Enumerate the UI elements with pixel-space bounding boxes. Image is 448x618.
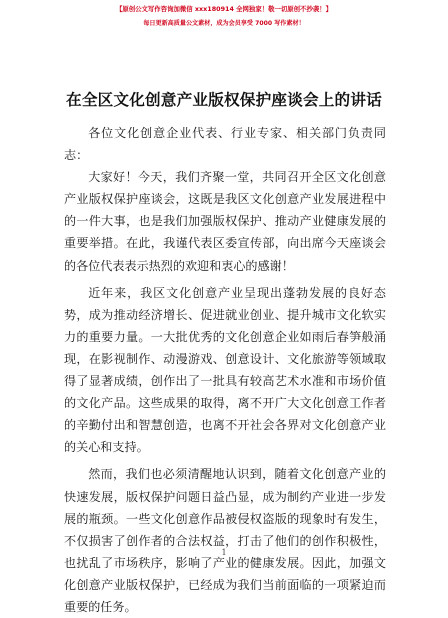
progress-paragraph: 近年来，我区文化创意产业呈现出蓬勃发展的良好态势，成为推动经济增长、促进就业创业、提升城市文化软实力的重要力量。一大批优秀的文化创意企业如雨后春笋般涌现，在影视制作、动漫游戏、创意设计、文化旅游等领域取得了显著成绩，创作出了一批具有较高艺术水准和市场价值的文化产品。这些成果的取得，离不开广大文化创意工作者的辛勤付出和智慧创造，也离不开社会各界对文化创意产业的关心和支持。 — [64, 285, 386, 455]
welcome-paragraph: 大家好！今天，我们齐聚一堂，共同召开全区文化创意产业版权保护座谈会，这既是我区文化创意产业发展进程中的一件大事，也是我们加强版权保护、推动产业健康发展的重要举措。在此，我谨代表区委宣传部，向出席今天座谈会的各位代表表示热烈的欢迎和衷心的感谢！ — [64, 170, 386, 273]
document-title: 在全区文化创意产业版权保护座谈会上的讲话 — [66, 91, 382, 109]
challenge-paragraph: 然而，我们也必须清醒地认识到，随着文化创意产业的快速发展，版权保护问题日益凸显，成为制约产业进一步发展的瓶颈。一些文化创意作品被侵权盗版的现象时有发生，不仅损害了创作者的合法权益，打击了他们的创作积极性，也扰乱了市场秩序，影响了产业的健康发展。因此，加强文化创意产业版权保护，已经成为我们当前面临的一项紧迫而重要的任务。 — [64, 467, 386, 614]
banner-line-1: 【原创公文写作咨询加微信 xxx180914 全网独家！敬一切原创不抄袭！】 — [115, 5, 333, 13]
header-banner — [0, 3, 448, 30]
document-body — [64, 122, 386, 618]
page-number: 1 — [221, 548, 227, 557]
salutation-paragraph: 各位文化创意企业代表、行业专家、相关部门负责同志： — [64, 126, 386, 163]
banner-line-2: 每日更新高质量公文素材，成为会员享受 7000 写作素材！ — [143, 20, 305, 27]
